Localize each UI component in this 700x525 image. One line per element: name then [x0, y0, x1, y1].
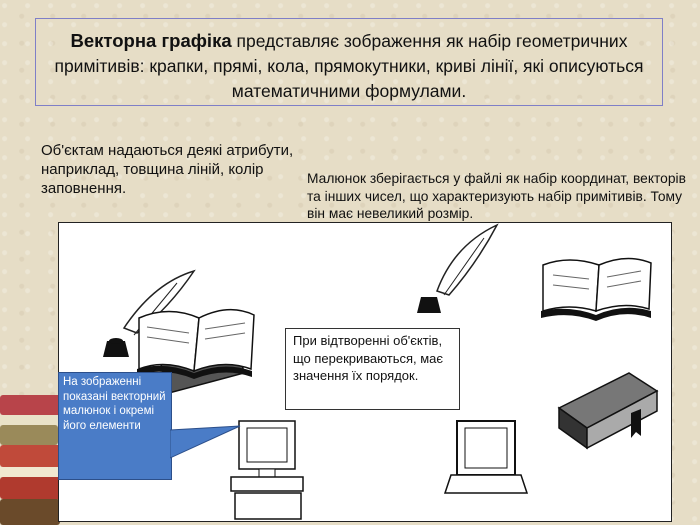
computer-right [445, 421, 527, 493]
title-rest: представляє зображення як набір геометричних примітивів: крапки, прямі, кола, прямокутники, криві лінії, які описуються математичними формулами. [54, 31, 644, 101]
closed-book-right [559, 373, 657, 448]
attributes-text: Об'єктам надаються деякі атрибути, наприклад, товщина ліній, колір заповнення. [41, 142, 294, 197]
overlap-order-callout: При відтворенні об'єктів, що перекриваються, має значення їх порядок. [285, 328, 460, 410]
quill-ink-right [417, 225, 497, 313]
open-book-right [541, 258, 651, 321]
title-box [35, 18, 663, 106]
title-bold: Векторна графіка [70, 30, 232, 51]
callout-pointer [170, 422, 245, 464]
vector-elements-callout: На зображенні показані векторний малюнок і окремі його елементи [58, 372, 172, 480]
storage-text: Малюнок зберігається у файлі як набір координат, векторів та інших чисел, що характеризують набір примітивів. Тому він має невеликий розмір. [307, 171, 686, 221]
